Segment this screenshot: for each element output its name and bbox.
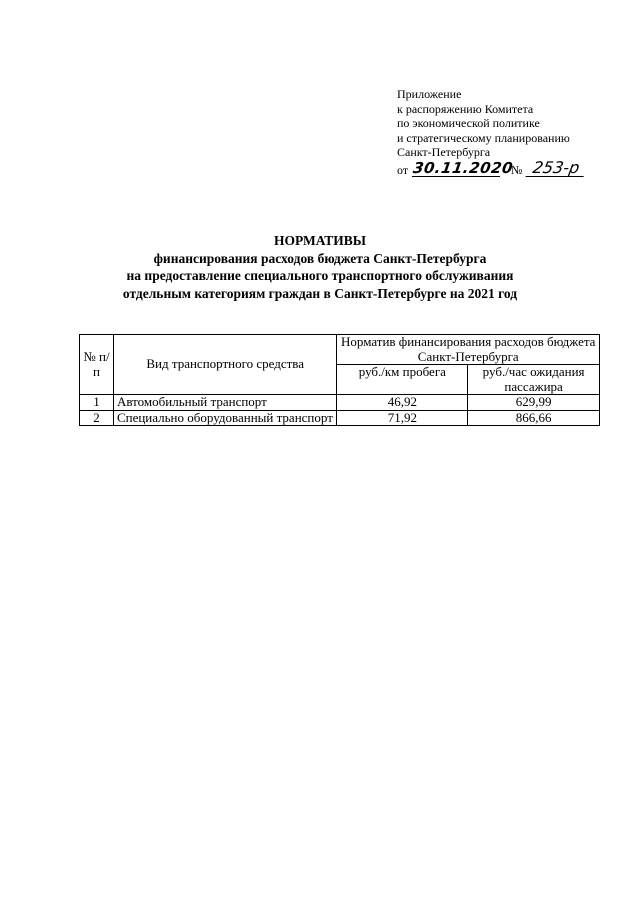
appendix-line: Приложение bbox=[397, 87, 462, 101]
appendix-line: Санкт-Петербурга bbox=[397, 145, 491, 159]
row-number: 2 bbox=[80, 410, 114, 426]
title-heading: НОРМАТИВЫ bbox=[273, 233, 367, 248]
header-norm-group: Норматив финансирования расходов бюджета Санкт-Петербурга bbox=[337, 335, 600, 365]
table-row bbox=[80, 395, 600, 411]
appendix-block bbox=[397, 87, 627, 178]
date-number-line bbox=[397, 157, 627, 178]
norms-table bbox=[79, 334, 600, 426]
header-per-hour: руб./час ожидания пассажира bbox=[468, 365, 600, 395]
header-number: № п/п bbox=[80, 335, 114, 395]
row-per-hour: 629,99 bbox=[468, 395, 600, 411]
row-vehicle: Специально оборудованный транспорт bbox=[113, 410, 337, 426]
table-header-row bbox=[80, 335, 600, 365]
row-per-km: 71,92 bbox=[337, 410, 468, 426]
table-row bbox=[80, 410, 600, 426]
appendix-line: и стратегическому планированию bbox=[397, 130, 570, 145]
appendix-line: к распоряжению Комитета bbox=[397, 101, 534, 116]
row-vehicle: Автомобильный транспорт bbox=[113, 395, 337, 411]
title-line: отдельным категориям граждан в Санкт-Петербурге на 2021 год bbox=[122, 285, 518, 301]
title-line: на предоставление специального транспортного обслуживания bbox=[126, 268, 514, 283]
row-number: 1 bbox=[80, 395, 114, 411]
title-line: финансирования расходов бюджета Санкт-Петербурга bbox=[153, 250, 487, 266]
row-per-hour: 866,66 bbox=[468, 410, 600, 426]
handwritten-number: 253-р bbox=[526, 160, 587, 177]
document-title bbox=[0, 232, 640, 302]
header-vehicle-type: Вид транспортного средства bbox=[113, 335, 337, 395]
header-per-km: руб./км пробега bbox=[337, 365, 468, 395]
handwritten-date: 30.11.2020 bbox=[411, 158, 515, 177]
appendix-line: по экономической политике bbox=[397, 116, 540, 130]
date-prefix: от bbox=[397, 163, 409, 177]
row-per-km: 46,92 bbox=[337, 395, 468, 411]
number-prefix: № bbox=[511, 163, 523, 177]
